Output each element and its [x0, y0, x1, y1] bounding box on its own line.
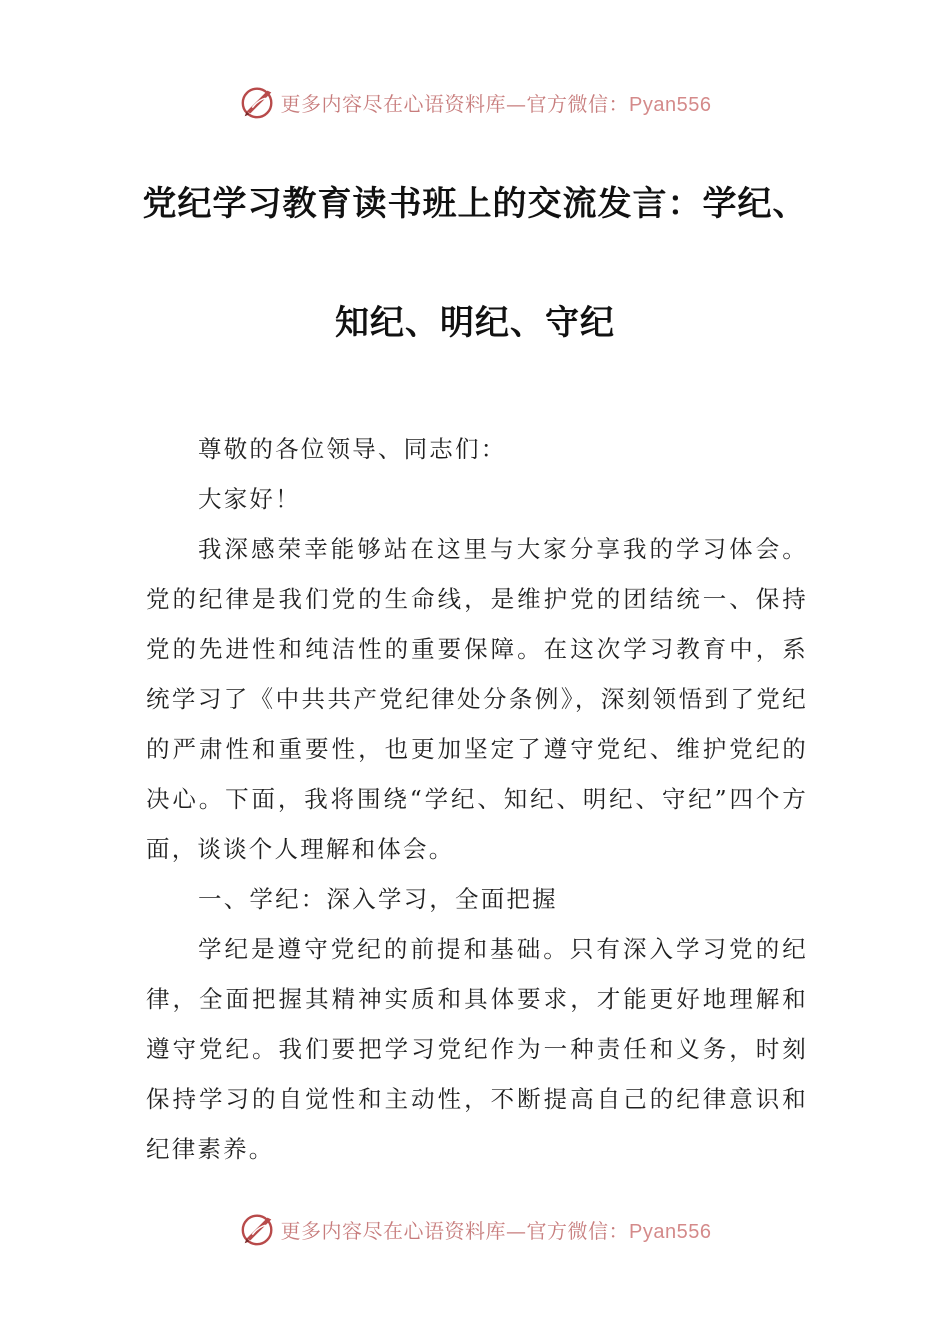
document-title-line-2: 知纪、明纪、守纪: [335, 303, 615, 343]
banner-wechat-label: 官方微信：: [526, 91, 630, 116]
section-1-paragraph: 学纪是遵守党纪的前提和基础。只有深入学习党的纪律，全面把握其精神实质和具体要求，才能更好地理解和遵守党纪。我们要把学习党纪作为一种责任和义务，时刻保持学习的自觉性和主动性，不断提高自己的纪律意识和纪律素养。: [146, 935, 808, 1163]
banner-wechat-label: 官方微信：: [526, 1218, 630, 1243]
banner-wechat-id: Pyan556: [629, 1220, 712, 1243]
banner-wechat-id: Pyan556: [629, 93, 712, 116]
footer-watermark-banner: [0, 1207, 950, 1251]
intro-paragraph: 我深感荣幸能够站在这里与大家分享我的学习体会。党的纪律是我们党的生命线，是维护党的团结统一、保持党的先进性和纯洁性的重要保障。在这次学习教育中，系统学习了《中共共产党纪律处分条例》，深刻领悟到了党纪的严肃性和重要性，也更加坚定了遵守党纪、维护党纪的决心。下面，我将围绕“学纪、知纪、明纪、守纪”四个方面，谈谈个人理解和体会。: [146, 535, 808, 863]
document-body: [146, 424, 808, 1174]
banner-dash: —: [506, 1218, 527, 1243]
pen-logo-icon: [239, 1210, 277, 1248]
banner-dash: —: [506, 91, 527, 116]
document-title-line-1: 党纪学习教育读书班上的交流发言：学纪、: [142, 184, 808, 224]
salutation: 尊敬的各位领导、同志们：: [198, 435, 507, 463]
banner-main-text: 更多内容尽在心语资料库: [280, 1218, 507, 1243]
section-heading-1: 一、学纪：深入学习，全面把握: [198, 885, 558, 913]
banner-main-text: 更多内容尽在心语资料库: [280, 91, 507, 116]
pen-logo-icon: [239, 83, 277, 121]
header-watermark-banner: [0, 80, 950, 124]
greeting: 大家好！: [198, 485, 301, 513]
